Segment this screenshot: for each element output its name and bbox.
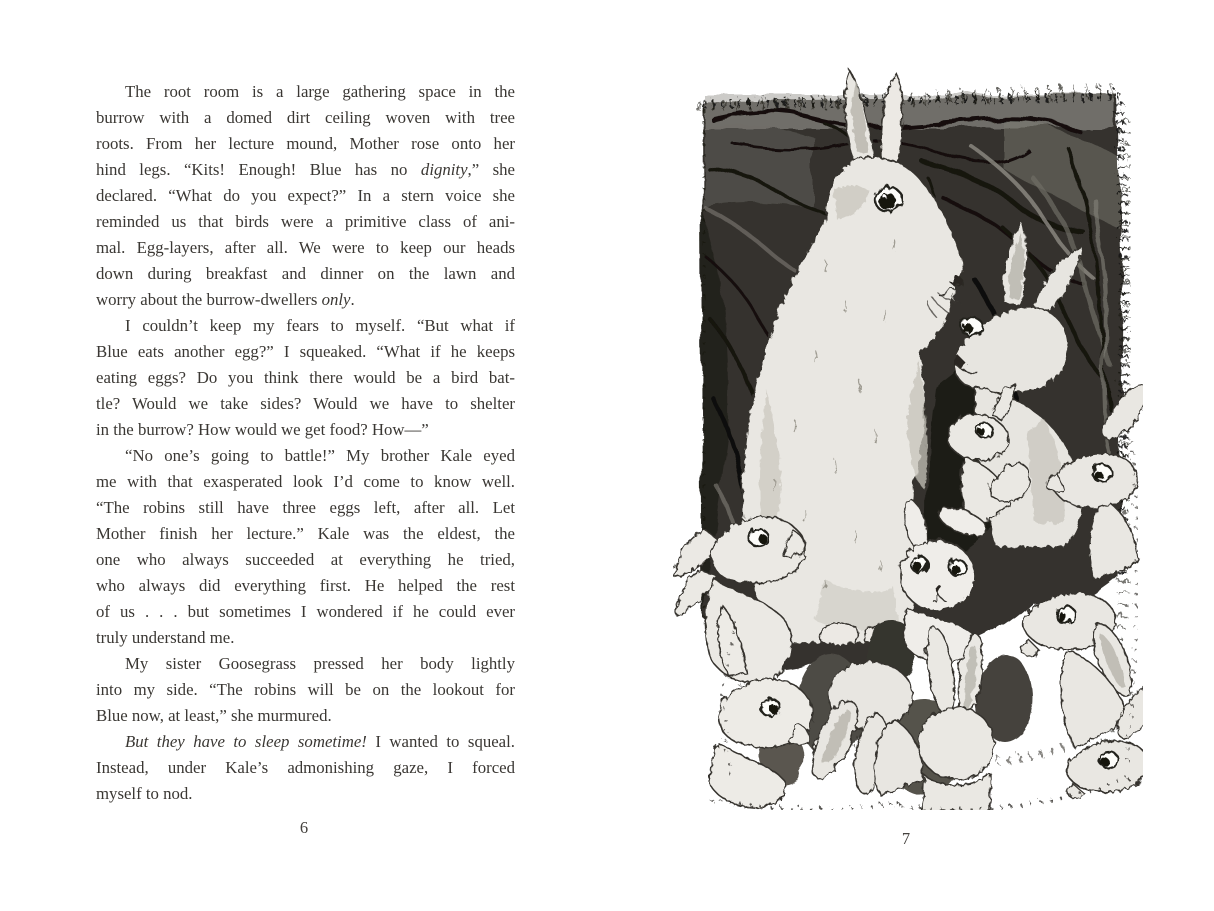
text-line: Instead, under Kale’s admonishing gaze, I forced <box>96 758 515 777</box>
text-line: My sister Goosegrass pressed her body lightly <box>125 654 515 673</box>
text-line: roots. From her lecture mound, Mother rose onto her <box>96 134 515 153</box>
text-line: worry about the burrow-dwellers only. <box>96 290 355 309</box>
page-number-left: 6 <box>299 818 309 837</box>
page-text <box>96 79 515 807</box>
text-line: burrow with a domed dirt ceiling woven with tree <box>96 108 515 127</box>
text-line: eating eggs? Do you think there would be a bird bat- <box>96 368 515 387</box>
text-line: “The robins still have three eggs left, after all. Let <box>96 498 515 517</box>
text-line: “No one’s going to battle!” My brother Kale eyed <box>125 446 515 465</box>
text-line: one who always succeeded at everything he tried, <box>96 550 515 569</box>
text-line: Blue eats another egg?” I squeaked. “What if he keeps <box>96 342 515 361</box>
text-line: I couldn’t keep my fears to myself. “But what if <box>125 316 515 335</box>
text-line: declared. “What do you expect?” In a stern voice she <box>96 186 515 205</box>
text-line: Mother finish her lecture.” Kale was the eldest, the <box>96 524 515 543</box>
burrow-illustration <box>673 58 1143 810</box>
text-line: in the burrow? How would we get food? How—” <box>96 420 429 439</box>
text-line: down during breakfast and dinner on the lawn and <box>96 264 515 283</box>
text-line: who always did everything first. He helped the rest <box>96 576 515 595</box>
text-line: The root room is a large gathering space in the <box>125 82 515 101</box>
page-number-right: 7 <box>901 829 911 848</box>
text-line: of us . . . but sometimes I wondered if he could ever <box>96 602 515 621</box>
text-line: mal. Egg-layers, after all. We were to keep our heads <box>96 238 515 257</box>
text-line: tle? Would we take sides? Would we have to shelter <box>96 394 515 413</box>
text-line: me with that exasperated look I’d come to know well. <box>96 472 515 491</box>
text-line: reminded us that birds were a primitive class of ani- <box>96 212 515 231</box>
text-line: myself to nod. <box>96 784 193 803</box>
text-line: truly understand me. <box>96 628 235 647</box>
text-line: into my side. “The robins will be on the lookout for <box>96 680 515 699</box>
text-line: Blue now, at least,” she murmured. <box>96 706 332 725</box>
text-line: hind legs. “Kits! Enough! Blue has no dignity,” she <box>96 160 516 179</box>
text-line: But they have to sleep sometime! I wanted to squeal. <box>125 732 515 751</box>
